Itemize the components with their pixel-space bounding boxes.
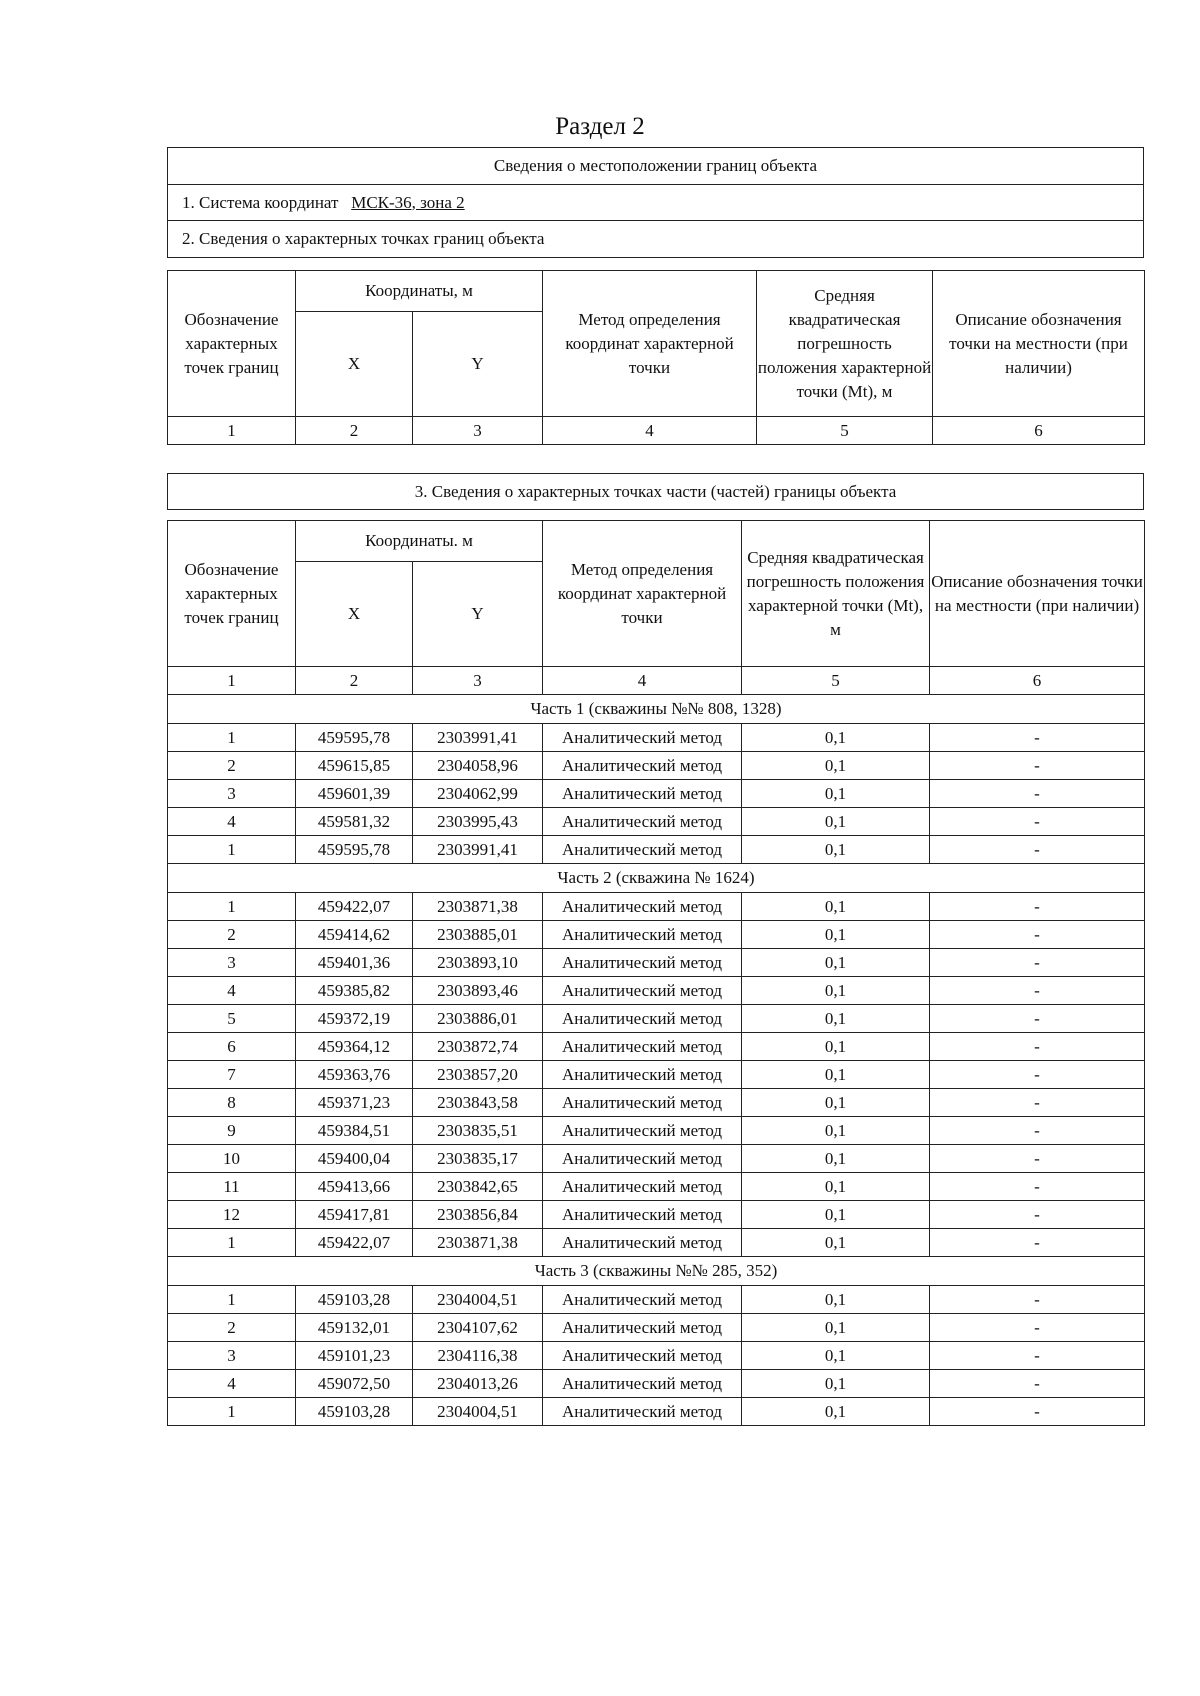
table-row — [168, 949, 1145, 977]
description-value: - — [930, 893, 1145, 921]
table-row — [168, 1370, 1145, 1398]
y-value: 2303886,01 — [413, 1005, 543, 1033]
point-number: 3 — [168, 1342, 296, 1370]
col-num: 1 — [168, 667, 296, 695]
method-value: Аналитический метод — [543, 1286, 742, 1314]
y-value: 2303872,74 — [413, 1033, 543, 1061]
point-number: 4 — [168, 977, 296, 1005]
col-num: 4 — [543, 417, 757, 445]
table-row — [168, 836, 1145, 864]
point-number: 7 — [168, 1061, 296, 1089]
y-value: 2303885,01 — [413, 921, 543, 949]
boundary-points-table — [167, 270, 1145, 445]
method-value: Аналитический метод — [543, 1173, 742, 1201]
method-value: Аналитический метод — [543, 921, 742, 949]
x-value: 459615,85 — [296, 752, 413, 780]
coord-system-row — [168, 185, 1144, 221]
method-value: Аналитический метод — [543, 1314, 742, 1342]
error-value: 0,1 — [742, 836, 930, 864]
col-error-header: Средняя квадратическая погрешность положения характерной точки (Mt), м — [757, 271, 933, 417]
coord-system-value: МСК-36, зона 2 — [351, 192, 465, 212]
description-value: - — [930, 1145, 1145, 1173]
description-value: - — [930, 1201, 1145, 1229]
col-num: 3 — [413, 667, 543, 695]
point-number: 9 — [168, 1117, 296, 1145]
description-value: - — [930, 1033, 1145, 1061]
table-row — [168, 1173, 1145, 1201]
method-value: Аналитический метод — [543, 1145, 742, 1173]
x-value: 459132,01 — [296, 1314, 413, 1342]
x-value: 459414,62 — [296, 921, 413, 949]
method-value: Аналитический метод — [543, 1370, 742, 1398]
table-row — [168, 921, 1145, 949]
error-value: 0,1 — [742, 1286, 930, 1314]
y-value: 2303893,46 — [413, 977, 543, 1005]
y-value: 2304058,96 — [413, 752, 543, 780]
points-heading: 2. Сведения о характерных точках границ объекта — [168, 221, 1144, 258]
col-num: 2 — [296, 667, 413, 695]
y-value: 2304013,26 — [413, 1370, 543, 1398]
y-value: 2303856,84 — [413, 1201, 543, 1229]
point-number: 1 — [168, 1286, 296, 1314]
error-value: 0,1 — [742, 977, 930, 1005]
error-value: 0,1 — [742, 1117, 930, 1145]
error-value: 0,1 — [742, 893, 930, 921]
method-value: Аналитический метод — [543, 1061, 742, 1089]
col-num: 6 — [930, 667, 1145, 695]
description-value: - — [930, 1286, 1145, 1314]
table-row — [168, 752, 1145, 780]
method-value: Аналитический метод — [543, 1342, 742, 1370]
y-value: 2304004,51 — [413, 1286, 543, 1314]
table-row — [168, 780, 1145, 808]
error-value: 0,1 — [742, 1089, 930, 1117]
x-value: 459371,23 — [296, 1089, 413, 1117]
method-value: Аналитический метод — [543, 1089, 742, 1117]
description-value: - — [930, 752, 1145, 780]
description-value: - — [930, 836, 1145, 864]
y-value: 2303835,17 — [413, 1145, 543, 1173]
y-value: 2303842,65 — [413, 1173, 543, 1201]
method-value: Аналитический метод — [543, 724, 742, 752]
x-value: 459363,76 — [296, 1061, 413, 1089]
info-table — [167, 147, 1144, 258]
table-row — [168, 893, 1145, 921]
y-value: 2303893,10 — [413, 949, 543, 977]
error-value: 0,1 — [742, 752, 930, 780]
table-row — [168, 1005, 1145, 1033]
description-value: - — [930, 1089, 1145, 1117]
error-value: 0,1 — [742, 1173, 930, 1201]
error-value: 0,1 — [742, 921, 930, 949]
col-num: 4 — [543, 667, 742, 695]
col-coords-header: Координаты, м — [296, 271, 543, 312]
point-number: 6 — [168, 1033, 296, 1061]
point-number: 1 — [168, 893, 296, 921]
point-number: 4 — [168, 1370, 296, 1398]
col-desc-header: Описание обозначения точки на местности (при наличии) — [933, 271, 1145, 417]
error-value: 0,1 — [742, 724, 930, 752]
description-value: - — [930, 977, 1145, 1005]
col-num: 2 — [296, 417, 413, 445]
point-number: 4 — [168, 808, 296, 836]
table-row — [168, 1314, 1145, 1342]
col-x-header: X — [296, 562, 413, 667]
table-row — [168, 1061, 1145, 1089]
y-value: 2303991,41 — [413, 836, 543, 864]
table-row — [168, 1117, 1145, 1145]
col-method-header: Метод определения координат характерной точки — [543, 521, 742, 667]
description-value: - — [930, 1342, 1145, 1370]
point-number: 2 — [168, 921, 296, 949]
x-value: 459101,23 — [296, 1342, 413, 1370]
description-value: - — [930, 1117, 1145, 1145]
method-value: Аналитический метод — [543, 1229, 742, 1257]
point-number: 1 — [168, 724, 296, 752]
error-value: 0,1 — [742, 1201, 930, 1229]
method-value: Аналитический метод — [543, 780, 742, 808]
table-row — [168, 1033, 1145, 1061]
error-value: 0,1 — [742, 780, 930, 808]
part-title-row — [168, 695, 1145, 724]
x-value: 459400,04 — [296, 1145, 413, 1173]
method-value: Аналитический метод — [543, 1005, 742, 1033]
error-value: 0,1 — [742, 1061, 930, 1089]
col-num: 6 — [933, 417, 1145, 445]
point-number: 12 — [168, 1201, 296, 1229]
info-heading: Сведения о местоположении границ объекта — [168, 148, 1144, 185]
error-value: 0,1 — [742, 808, 930, 836]
table-row — [168, 1145, 1145, 1173]
x-value: 459581,32 — [296, 808, 413, 836]
error-value: 0,1 — [742, 1229, 930, 1257]
y-value: 2304004,51 — [413, 1398, 543, 1426]
error-value: 0,1 — [742, 1398, 930, 1426]
method-value: Аналитический метод — [543, 1033, 742, 1061]
method-value: Аналитический метод — [543, 808, 742, 836]
description-value: - — [930, 808, 1145, 836]
method-value: Аналитический метод — [543, 752, 742, 780]
section3-heading-table — [167, 473, 1144, 510]
x-value: 459595,78 — [296, 836, 413, 864]
error-value: 0,1 — [742, 1145, 930, 1173]
table-row — [168, 1201, 1145, 1229]
y-value: 2304062,99 — [413, 780, 543, 808]
x-value: 459417,81 — [296, 1201, 413, 1229]
point-number: 3 — [168, 780, 296, 808]
method-value: Аналитический метод — [543, 977, 742, 1005]
description-value: - — [930, 780, 1145, 808]
col-num: 1 — [168, 417, 296, 445]
point-number: 2 — [168, 1314, 296, 1342]
y-value: 2303991,41 — [413, 724, 543, 752]
part-title-row — [168, 1257, 1145, 1286]
point-number: 5 — [168, 1005, 296, 1033]
section3-heading: 3. Сведения о характерных точках части (частей) границы объекта — [168, 474, 1144, 510]
table-row — [168, 1398, 1145, 1426]
point-number: 2 — [168, 752, 296, 780]
x-value: 459422,07 — [296, 1229, 413, 1257]
description-value: - — [930, 724, 1145, 752]
col-num: 5 — [757, 417, 933, 445]
col-method-header: Метод определения координат характерной точки — [543, 271, 757, 417]
table-row — [168, 1229, 1145, 1257]
method-value: Аналитический метод — [543, 1398, 742, 1426]
point-number: 3 — [168, 949, 296, 977]
error-value: 0,1 — [742, 1314, 930, 1342]
col-error-header: Средняя квадратическая погрешность положения характерной точки (Mt), м — [742, 521, 930, 667]
x-value: 459595,78 — [296, 724, 413, 752]
x-value: 459422,07 — [296, 893, 413, 921]
x-value: 459072,50 — [296, 1370, 413, 1398]
y-value: 2303995,43 — [413, 808, 543, 836]
description-value: - — [930, 1061, 1145, 1089]
description-value: - — [930, 1229, 1145, 1257]
part-title: Часть 3 (скважины №№ 285, 352) — [168, 1257, 1145, 1286]
description-value: - — [930, 1370, 1145, 1398]
col-desc-header: Описание обозначения точки на местности (при наличии) — [930, 521, 1145, 667]
error-value: 0,1 — [742, 1370, 930, 1398]
description-value: - — [930, 1005, 1145, 1033]
table-row — [168, 808, 1145, 836]
x-value: 459384,51 — [296, 1117, 413, 1145]
part-title: Часть 2 (скважина № 1624) — [168, 864, 1145, 893]
page-title: Раздел 2 — [555, 113, 645, 140]
method-value: Аналитический метод — [543, 1117, 742, 1145]
point-number: 8 — [168, 1089, 296, 1117]
table-row — [168, 1286, 1145, 1314]
y-value: 2303871,38 — [413, 1229, 543, 1257]
part-title: Часть 1 (скважины №№ 808, 1328) — [168, 695, 1145, 724]
col-point-header: Обозначение характерных точек границ — [168, 271, 296, 417]
x-value: 459364,12 — [296, 1033, 413, 1061]
x-value: 459103,28 — [296, 1286, 413, 1314]
point-number: 1 — [168, 836, 296, 864]
part-title-row — [168, 864, 1145, 893]
error-value: 0,1 — [742, 949, 930, 977]
coord-system-label: 1. Система координат — [182, 192, 339, 212]
y-value: 2303843,58 — [413, 1089, 543, 1117]
table-row — [168, 977, 1145, 1005]
col-point-header: Обозначение характерных точек границ — [168, 521, 296, 667]
point-number: 1 — [168, 1398, 296, 1426]
error-value: 0,1 — [742, 1005, 930, 1033]
description-value: - — [930, 949, 1145, 977]
method-value: Аналитический метод — [543, 893, 742, 921]
table-row — [168, 724, 1145, 752]
col-coords-header: Координаты. м — [296, 521, 543, 562]
method-value: Аналитический метод — [543, 836, 742, 864]
part-points-table — [167, 520, 1145, 1426]
x-value: 459103,28 — [296, 1398, 413, 1426]
col-num: 3 — [413, 417, 543, 445]
description-value: - — [930, 1314, 1145, 1342]
x-value: 459413,66 — [296, 1173, 413, 1201]
description-value: - — [930, 921, 1145, 949]
y-value: 2304107,62 — [413, 1314, 543, 1342]
error-value: 0,1 — [742, 1342, 930, 1370]
y-value: 2304116,38 — [413, 1342, 543, 1370]
x-value: 459601,39 — [296, 780, 413, 808]
point-number: 1 — [168, 1229, 296, 1257]
description-value: - — [930, 1173, 1145, 1201]
col-x-header: X — [296, 312, 413, 417]
y-value: 2303871,38 — [413, 893, 543, 921]
method-value: Аналитический метод — [543, 949, 742, 977]
error-value: 0,1 — [742, 1033, 930, 1061]
method-value: Аналитический метод — [543, 1201, 742, 1229]
y-value: 2303857,20 — [413, 1061, 543, 1089]
point-number: 11 — [168, 1173, 296, 1201]
table-row — [168, 1342, 1145, 1370]
x-value: 459372,19 — [296, 1005, 413, 1033]
column-numbers-row — [168, 667, 1145, 695]
x-value: 459401,36 — [296, 949, 413, 977]
column-numbers-row — [168, 417, 1145, 445]
y-value: 2303835,51 — [413, 1117, 543, 1145]
col-y-header: Y — [413, 562, 543, 667]
table-row — [168, 1089, 1145, 1117]
x-value: 459385,82 — [296, 977, 413, 1005]
col-y-header: Y — [413, 312, 543, 417]
col-num: 5 — [742, 667, 930, 695]
point-number: 10 — [168, 1145, 296, 1173]
description-value: - — [930, 1398, 1145, 1426]
